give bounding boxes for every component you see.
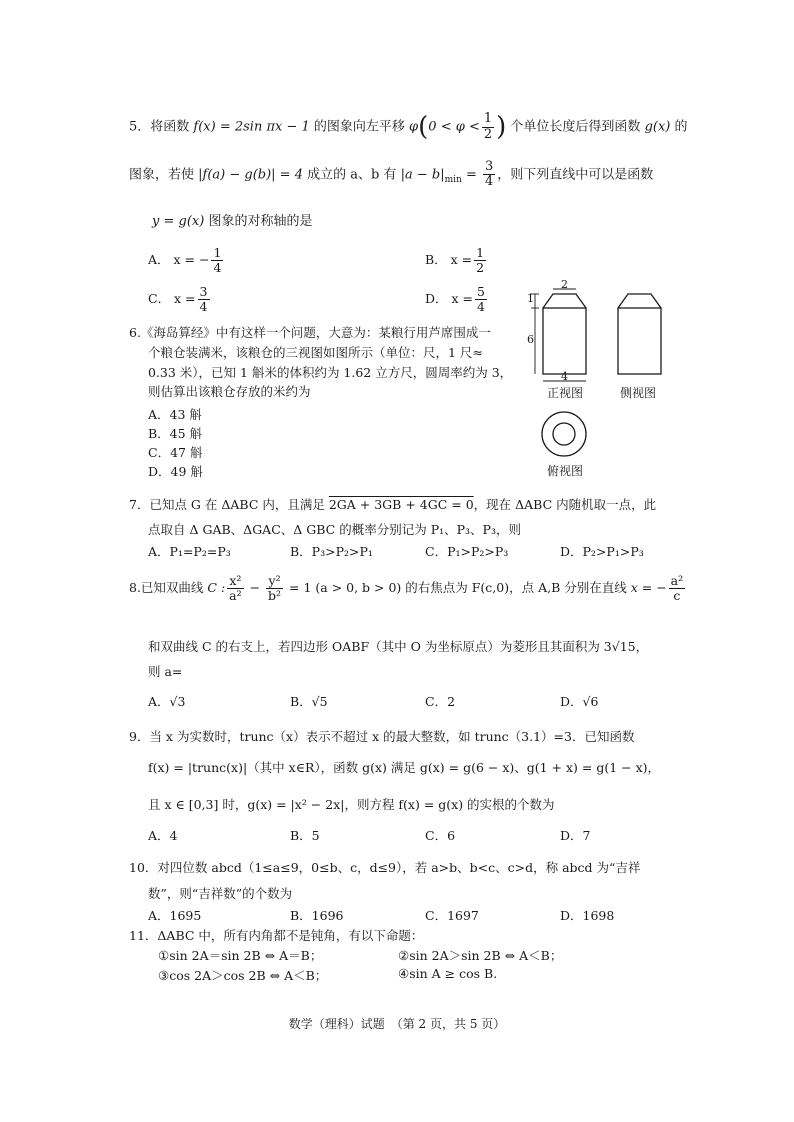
q8-frac-a: $\frac{\text{a²}}{c}$ [670,573,684,603]
q8-line-eq: x = − [630,579,667,595]
q5-option-c: C． x = $\frac{3}{4}$ [148,284,208,314]
top-view-label: 俯视图 [547,464,584,478]
dim-label-4: 4 [561,370,568,383]
q5-text: 的图象向左平移 [309,119,410,135]
q6-line3: 0.33 米），已知 1 斛米的体积约为 1.62 立方尺，圆周率约为 3， [148,365,513,380]
q5-text: 5．将函数 [129,119,194,135]
q9-option-c: C．6 [425,828,456,843]
q5-text: 图象的对称轴的是 [204,214,313,229]
q5-option-d: D． x = $\frac{5}{4}$ [425,284,485,314]
q7-option-c: C．P₁>P₂>P₃ [425,544,509,559]
q7-option-a: A．P₁=P₂=P₃ [148,544,231,559]
q5-absdiff: |a − b| [400,167,445,183]
q8-line3: 则 a= [148,664,183,679]
q10-option-d: D．1698 [560,908,615,923]
q5-min: min [444,174,462,185]
q5-func: f(x) = 2sin πx − 1 [193,119,310,135]
q9-option-b: B．5 [290,828,320,843]
q7-option-d: D．P₂>P₁>P₃ [560,544,644,559]
q8-text: = 1 (a > 0, b > 0) 的右焦点为 F(c,0)，点 A,B 分别在直线 [285,579,631,595]
q9-line2: f(x) = |trunc(x)|（其中 x∈R），函数 g(x) 满足 g(x) = g(6 − x)、g(1 + x) = g(1 − x)， [148,760,661,775]
side-view-label: 侧视图 [620,386,657,400]
q5-option-b: B． x = $\frac{1}{2}$ [425,245,485,275]
q10-option-a: A．1695 [148,908,202,923]
three-view-figure [520,278,680,478]
q11-proposition-3: ③cos 2A＞cos 2B ⇔ A＜B； [158,968,328,983]
q5-text: 个单位长度后得到函数 [506,119,645,135]
side-view [618,294,661,374]
q8-line2: 和双曲线 C 的右支上，若四边形 OABF（其中 O 为坐标原点）为菱形且其面积为 3√15， [148,639,649,654]
q9-option-a: A．4 [148,828,178,843]
front-view-label: 正视图 [547,386,584,400]
dimension-marks [531,289,586,381]
q8-c: C : [207,579,226,595]
q7-vector-eq: 2GA + 3GB + 4GC = 0 [328,497,474,512]
q5-text: 成立的 a、b 有 [302,167,401,183]
dim-label-6: 6 [527,333,534,346]
q7-option-b: B．P₃>P₂>P₁ [290,544,373,559]
q6-option-c: C．47 斛 [148,445,203,460]
q5-frac34: $\frac{3}{4}$ [484,159,494,190]
front-view [543,294,586,374]
q6-line2: 个粮仓装满米，该粮仓的三视图如图所示（单位：尺，1 尺≈ [148,345,483,360]
q5-text: ，则下列直线中可以是函数 [497,167,654,183]
q5-gx: g(x) [644,119,671,135]
q8-option-c: C．2 [425,694,456,709]
q8-option-b: B．√5 [290,694,328,709]
q5-line1: 5．将函数 f(x) = 2sin πx − 1 的图象向左平移 φ(0 < φ < $\frac{1}{2}$ ) 个单位长度后得到函数 g(x) 的 [129,111,688,142]
q6-option-d: D．49 斛 [148,464,203,479]
q6-line1: 6.《海岛算经》中有这样一个问题，大意为：某粮行用芦席围成一 [129,325,491,340]
q5-range: 0 < φ < [428,119,480,135]
q7-line2: 点取自 Δ GAB、ΔGAC、Δ GBC 的概率分别记为 P₁、P₃、P₃，则 [148,522,521,537]
q7-text: 7．已知点 G 在 ΔABC 内，且满足 [129,497,329,512]
q8-text: 8.已知双曲线 [129,579,208,595]
q11-proposition-2: ②sin 2A＞sin 2B ⇔ A＜B； [398,948,563,963]
q5-text: 图象，若使 [129,167,199,183]
q11-line1: 11．ΔABC 中，所有内角都不是钝角，有以下命题： [129,928,424,943]
q5-line2 [129,160,653,190]
q8-frac-x: $\frac{\text{x²}}{\text{a²}}$ [229,573,242,603]
dim-label-2: 2 [561,278,568,291]
q10-line2: 数”，则“吉祥数”的个数为 [148,886,293,901]
top-view [542,412,586,456]
q6-option-b: B．45 斛 [148,426,203,441]
q8-option-a: A．√3 [148,694,186,709]
q7-line1 [129,495,656,513]
q10-line1: 10．对四位数 abcd（1≤a≤9，0≤b、c，d≤9），若 a>b、b<c、c>d，称 abcd 为“吉祥 [129,860,641,875]
q5-phi: φ [409,119,419,135]
q9-option-d: D．7 [560,828,591,843]
q5-cond: |f(a) − g(b)| = 4 [198,167,303,183]
q5-half-fraction: $\frac{1}{2}$ [483,111,493,142]
q8-line1: 8.已知双曲线 C : $\frac{\text{x²}}{\text{a²}}$ − $\frac{\text{y²}}{\text{b²}}$ = 1 (a > 0, b > 0) 的右焦点为 F(c,0)，点 A,B 分别在直线 x = − $\frac{\text{a²}}{c}$ [129,573,684,603]
q6-option-a: A．43 斛 [148,407,202,422]
q5-y: y = g(x) [152,214,205,229]
q8-frac-y: $\frac{\text{y²}}{\text{b²}}$ [268,573,282,603]
dim-label-1: 1 [527,292,534,305]
q8-option-d: D．√6 [560,694,599,709]
q9-line1: 9．当 x 为实数时，trunc（x）表示不超过 x 的最大整数，如 trunc（3.1）=3．已知函数 [129,729,635,744]
q10-option-b: B．1696 [290,908,344,923]
q11-proposition-1: ①sin 2A＝sin 2B ⇔ A＝B； [158,948,323,963]
q11-proposition-4: ④sin A ≥ cos B. [398,966,498,981]
q9-line3: 且 x ∈ [0,3] 时，g(x) = |x² − 2x|，则方程 f(x) = g(x) 的实根的个数为 [148,797,555,812]
q10-option-c: C．1697 [425,908,479,923]
q5-line3 [152,210,312,229]
q7-text: ，现在 ΔABC 内随机取一点，此 [473,497,657,512]
q5-text: 的 [670,119,688,135]
page-footer: 数学（理科）试题 （第 2 页，共 5 页） [288,1017,506,1031]
q5-eq: = [461,167,481,183]
q6-line4: 则估算出该粮仓存放的米约为 [148,384,311,399]
q5-option-a: A． x = − $\frac{1}{4}$ [148,245,222,275]
